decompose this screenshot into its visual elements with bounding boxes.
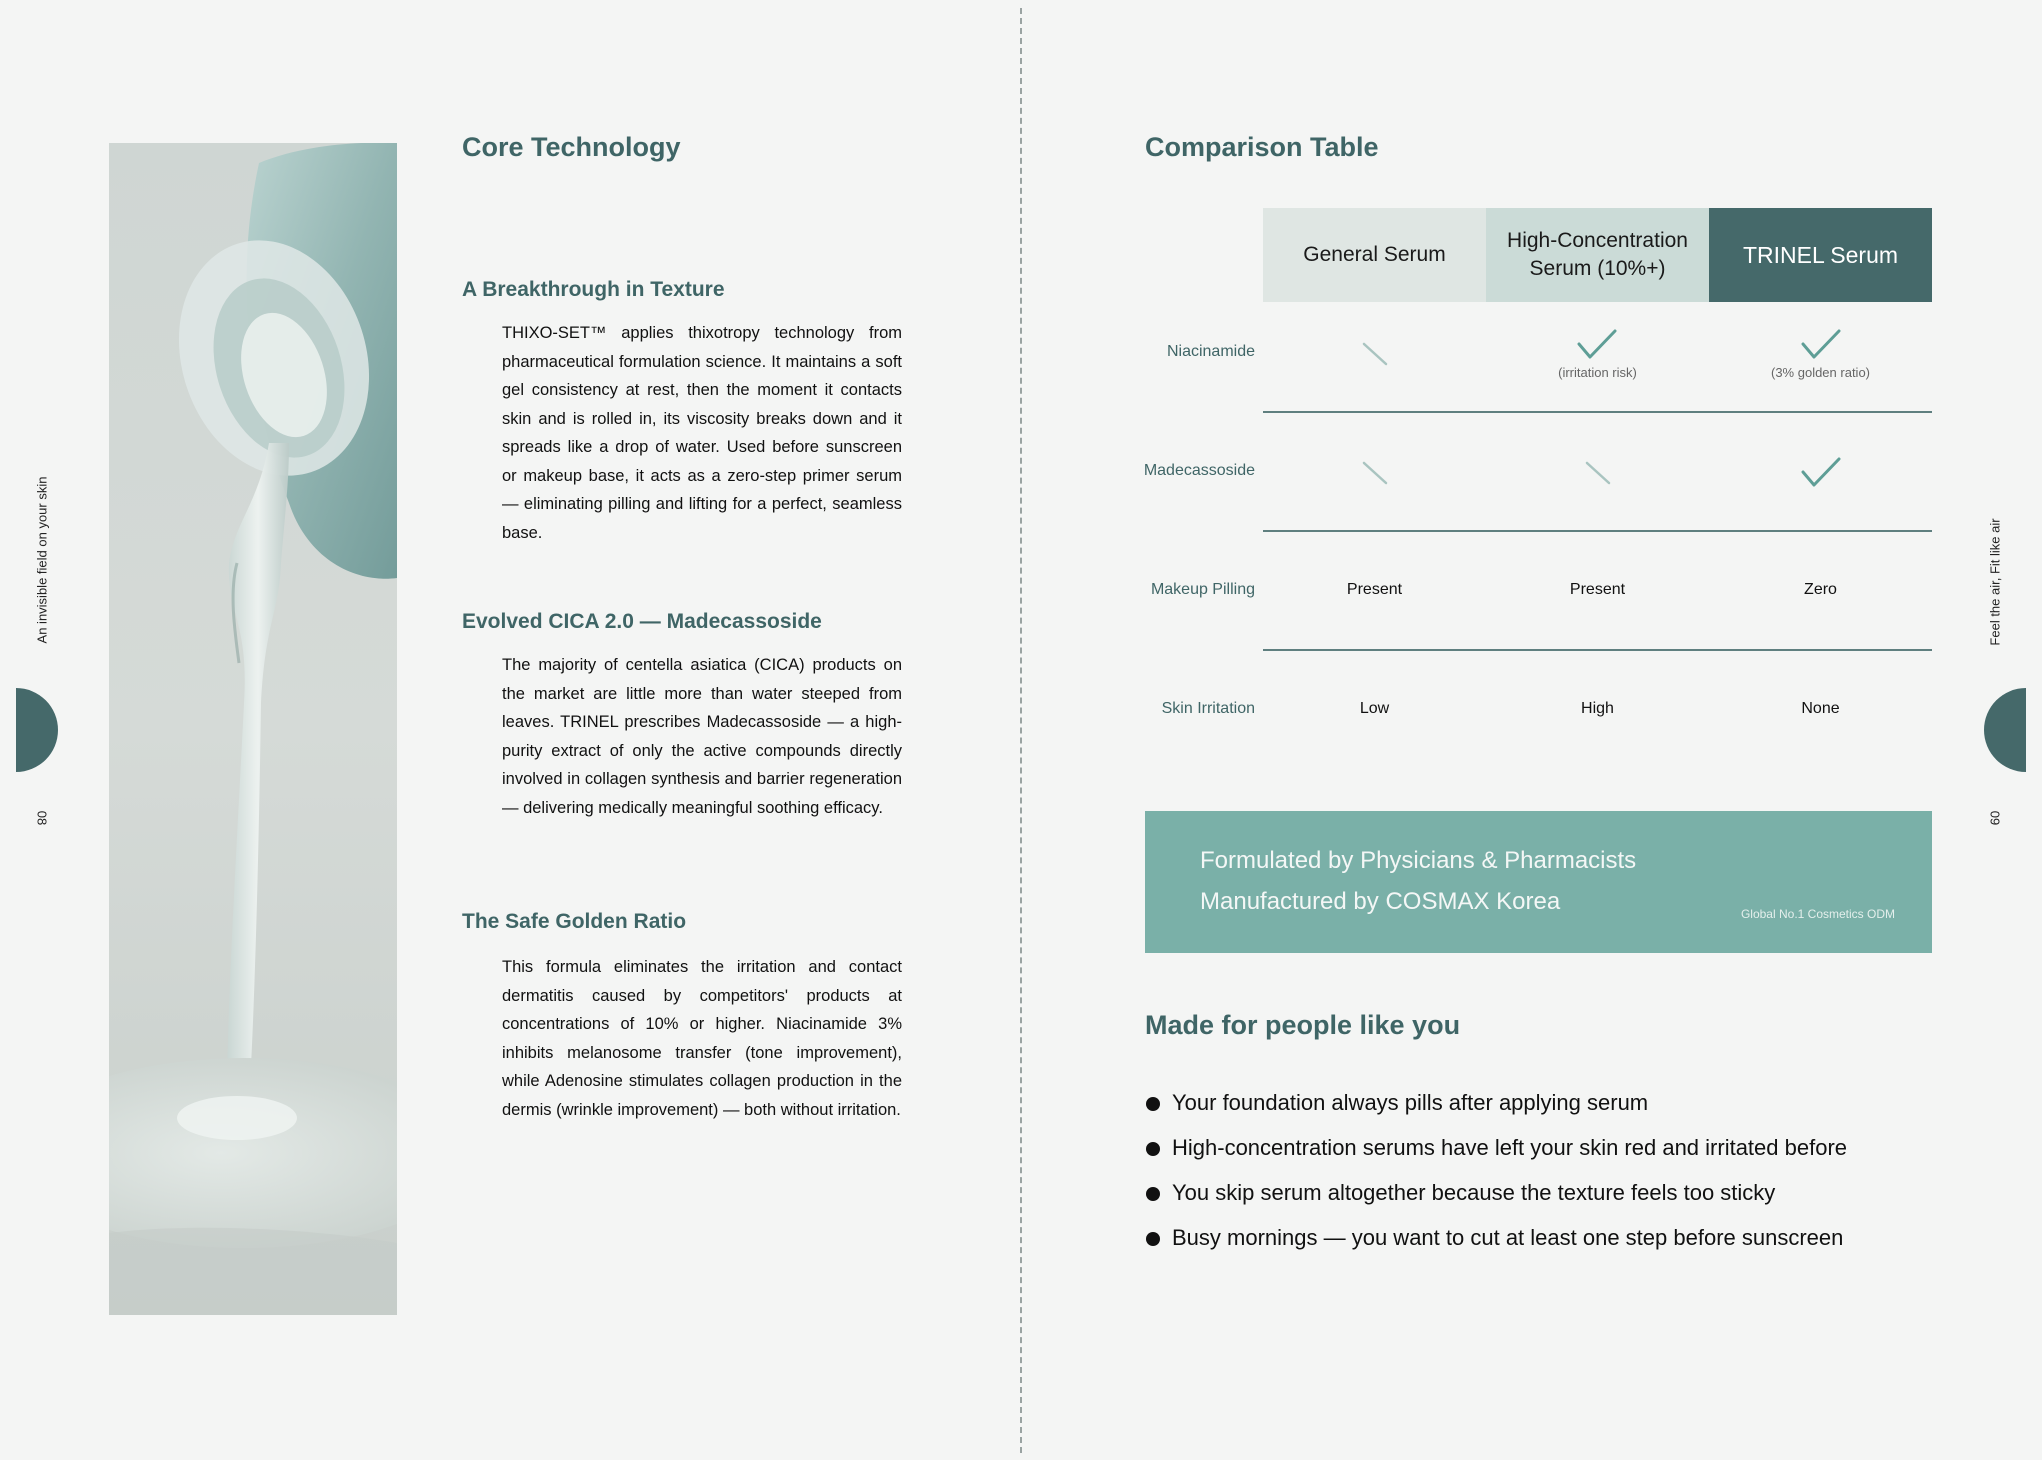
section-title-golden-ratio: The Safe Golden Ratio <box>462 910 687 933</box>
column-header-general: General Serum <box>1263 208 1486 302</box>
banner-odm-note: Global No.1 Cosmetics ODM <box>1740 907 1895 921</box>
list-item: Your foundation always pills after applying serum <box>1145 1080 1847 1125</box>
serum-pour-illustration <box>109 143 397 1315</box>
list-item: High-concentration serums have left your skin red and irritated before <box>1145 1125 1847 1170</box>
serum-pour-photo <box>109 143 397 1315</box>
section-title-texture: A Breakthrough in Texture <box>462 278 725 301</box>
comparison-table-title: Comparison Table <box>1145 132 1379 162</box>
cell-irritation-trinel: None <box>1801 700 1840 717</box>
cell-pilling-general: Present <box>1346 581 1403 598</box>
dash-icon <box>1360 340 1390 368</box>
column-header-high-concentration-label: High-Concentration Serum (10%+) <box>1507 229 1688 280</box>
column-header-trinel: TRINEL Serum <box>1709 208 1932 302</box>
right-tagline: Feel the air, Fit like air <box>1987 518 2003 646</box>
cell-note-irritation-risk: (irritation risk) <box>1558 365 1637 380</box>
list-item: You skip serum altogether because the texture feels too sticky <box>1145 1170 1847 1215</box>
left-page-number: 08 <box>34 810 50 826</box>
cell-irritation-high: High <box>1581 700 1614 717</box>
row-label-makeup-pilling: Makeup Pilling <box>1150 581 1255 598</box>
dash-icon <box>1583 459 1613 487</box>
left-page-tab <box>16 688 58 772</box>
column-header-high-concentration <box>1486 208 1709 302</box>
row-divider <box>1263 649 1932 651</box>
row-divider <box>1263 411 1932 413</box>
dash-icon <box>1360 459 1390 487</box>
list-item: Busy mornings — you want to cut at least one step before sunscreen <box>1145 1215 1847 1260</box>
row-label-madecassoside: Madecassoside <box>1143 462 1255 479</box>
row-label-niacinamide: Niacinamide <box>1166 343 1255 360</box>
audience-list <box>1145 1080 1847 1260</box>
right-page-number: 09 <box>1987 810 2003 826</box>
row-label-skin-irritation: Skin Irritation <box>1161 700 1255 717</box>
banner-line-physicians: Formulated by Physicians & Pharmacists <box>1200 847 1637 874</box>
page-fold-divider <box>1020 8 1022 1453</box>
section-title-cica: Evolved CICA 2.0 — Madecassoside <box>462 610 822 633</box>
cell-irritation-general: Low <box>1359 700 1390 717</box>
section-body-golden-ratio: This formula eliminates the irritation and contact dermatitis caused by competitors' products at concentrations of 10% or higher. Niacinamide 3% inhibits melanosome transfer (tone improvement), while Adenosine stimulates collagen production in the dermis (wrinkle improvement) — both without irritation. <box>502 958 902 1119</box>
check-icon <box>1800 328 1842 362</box>
cell-note-golden-ratio: (3% golden ratio) <box>1771 365 1870 380</box>
core-technology-title: Core Technology <box>462 132 681 162</box>
cell-pilling-trinel: Zero <box>1804 581 1837 598</box>
check-icon <box>1800 456 1842 490</box>
manufacturer-banner <box>1145 811 1932 953</box>
section-body-cica: The majority of centella asiatica (CICA) products on the market are little more than water steeped from leaves. TRINEL prescribes Madecassoside — a high-purity extract of only the active compounds directly involved in collagen synthesis and barrier regeneration — delivering medically meaningful soothing efficacy. <box>502 656 902 817</box>
audience-title: Made for people like you <box>1145 1010 1461 1040</box>
check-icon <box>1576 328 1618 362</box>
section-body-texture: THIXO-SET™ applies thixotropy technology from pharmaceutical formulation science. It maintains a soft gel consistency at rest, then the moment it contacts skin and is rolled in, its viscosity breaks down and it spreads like a drop of water. Used before sunscreen or makeup base, it acts as a zero-step primer serum — eliminating pilling and lifting for a perfect, seamless base. <box>502 324 902 542</box>
row-divider <box>1263 530 1932 532</box>
right-page-tab <box>1984 688 2026 772</box>
cell-pilling-high: Present <box>1569 581 1626 598</box>
banner-line-cosmax: Manufactured by COSMAX Korea <box>1200 888 1561 915</box>
left-tagline: An invisible field on your skin <box>34 476 50 644</box>
